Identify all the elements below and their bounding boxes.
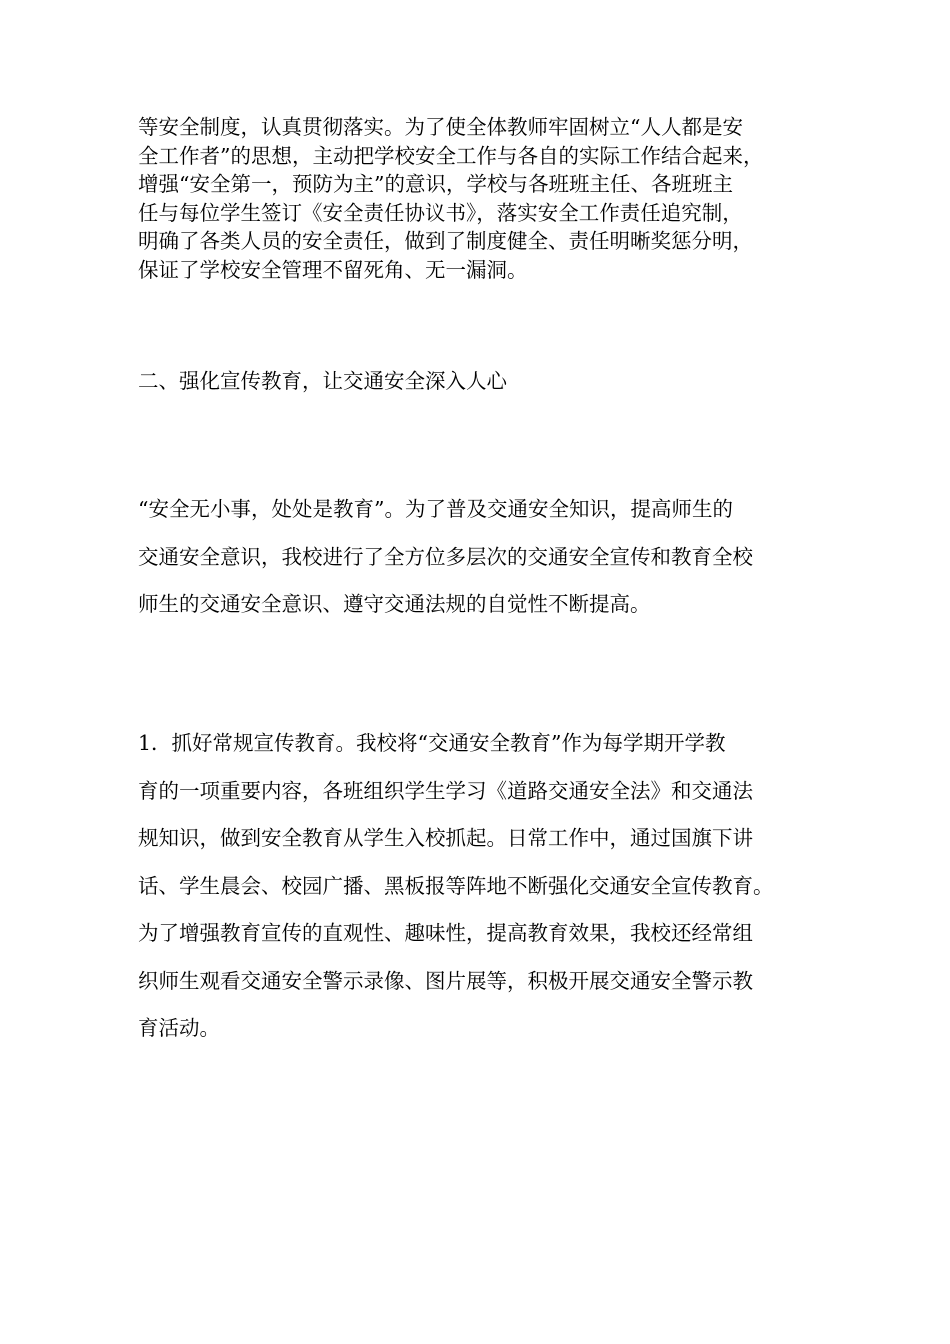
text-line: 规知识，做到安全教育从学生入校抓起。日常工作中，通过国旗下讲 <box>138 826 753 850</box>
text-line: 1．抓好常规宣传教育。我校将“交通安全教育”作为每学期开学教 <box>138 731 726 755</box>
text-line: “安全无小事，处处是教育”。为了普及交通安全知识，提高师生的 <box>138 497 733 521</box>
paragraph-routine-education <box>138 728 838 1061</box>
text-line: 织师生观看交通安全警示录像、图片展等，积极开展交通安全警示教 <box>138 968 753 993</box>
text-line: 任与每位学生签订《安全责任协议书》，落实安全工作责任追究制， <box>138 200 743 225</box>
section-heading <box>138 366 838 396</box>
heading-text: 二、强化宣传教育，让交通安全深入人心 <box>138 369 507 393</box>
text-line: 育活动。 <box>138 1016 220 1040</box>
paragraph-safety-system <box>138 113 838 284</box>
paragraph-safety-awareness <box>138 494 838 637</box>
text-line: 交通安全意识，我校进行了全方位多层次的交通安全宣传和教育全校 <box>138 544 753 569</box>
text-line: 明确了各类人员的安全责任，做到了制度健全、责任明晰奖惩分明， <box>138 229 753 253</box>
text-line: 话、学生晨会、校园广播、黑板报等阵地不断强化交通安全宣传教育。 <box>138 873 774 898</box>
text-line: 保证了学校安全管理不留死角、无一漏洞。 <box>138 257 528 282</box>
text-line: 育的一项重要内容，各班组织学生学习《道路交通安全法》和交通法 <box>138 778 753 803</box>
text-line: 增强“安全第一，预防为主”的意识，学校与各班班主任、各班班主 <box>138 172 733 196</box>
text-line: 师生的交通安全意识、遵守交通法规的自觉性不断提高。 <box>138 592 651 616</box>
text-line: 等安全制度，认真贯彻落实。为了使全体教师牢固树立“人人都是安 <box>138 115 743 139</box>
text-line: 全工作者”的思想，主动把学校安全工作与各自的实际工作结合起来， <box>138 143 764 168</box>
text-line: 为了增强教育宣传的直观性、趣味性，提高教育效果，我校还经常组 <box>138 921 753 945</box>
